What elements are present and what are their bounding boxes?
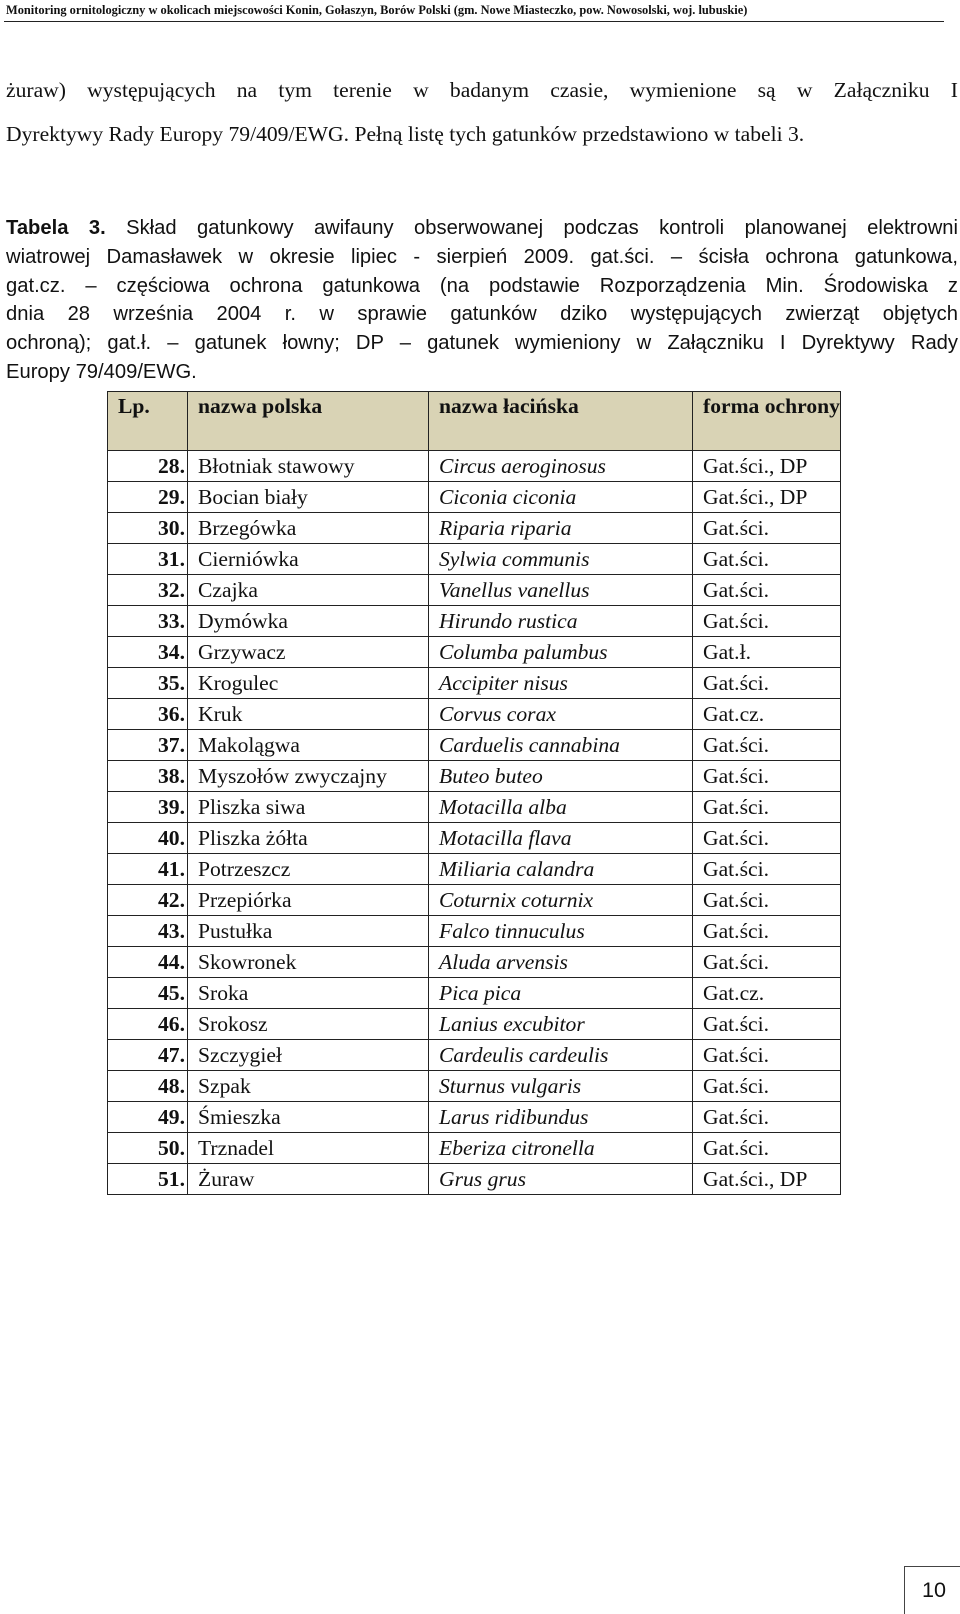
table-row bbox=[108, 637, 841, 668]
latin-name-cell: Circus aeroginosus bbox=[429, 451, 693, 482]
polish-name-cell: Brzegówka bbox=[188, 513, 429, 544]
protection-form-cell: Gat.ści. bbox=[693, 885, 841, 916]
table-row bbox=[108, 451, 841, 482]
page-number: 10 bbox=[922, 1577, 947, 1602]
latin-name-cell: Hirundo rustica bbox=[429, 606, 693, 637]
column-header-polish-name: nazwa polska bbox=[188, 392, 429, 451]
table-row bbox=[108, 978, 841, 1009]
species-table bbox=[107, 391, 841, 1195]
row-number-cell: 48. bbox=[108, 1071, 188, 1102]
table-row bbox=[108, 575, 841, 606]
protection-form-cell: Gat.ści., DP bbox=[693, 482, 841, 513]
table-row bbox=[108, 1009, 841, 1040]
column-header-latin-name: nazwa łacińska bbox=[429, 392, 693, 451]
latin-name-cell: Pica pica bbox=[429, 978, 693, 1009]
row-number-cell: 42. bbox=[108, 885, 188, 916]
intro-line-1: żuraw) występujących na tym terenie w badanym czasie, wymienione są w Załączniku I bbox=[6, 78, 958, 102]
polish-name-cell: Skowronek bbox=[188, 947, 429, 978]
row-number-cell: 29. bbox=[108, 482, 188, 513]
protection-form-cell: Gat.ści., DP bbox=[693, 1164, 841, 1195]
row-number-cell: 36. bbox=[108, 699, 188, 730]
protection-form-cell: Gat.cz. bbox=[693, 699, 841, 730]
table-row bbox=[108, 668, 841, 699]
latin-name-cell: Motacilla flava bbox=[429, 823, 693, 854]
polish-name-cell: Pliszka siwa bbox=[188, 792, 429, 823]
polish-name-cell: Potrzeszcz bbox=[188, 854, 429, 885]
intro-paragraph bbox=[6, 68, 958, 156]
table-row bbox=[108, 823, 841, 854]
row-number-cell: 50. bbox=[108, 1133, 188, 1164]
species-table-body bbox=[108, 451, 841, 1195]
caption-line-6: Europy 79/409/EWG. bbox=[6, 360, 197, 383]
row-number-cell: 43. bbox=[108, 916, 188, 947]
row-number-cell: 33. bbox=[108, 606, 188, 637]
table-row bbox=[108, 1071, 841, 1102]
row-number-cell: 45. bbox=[108, 978, 188, 1009]
polish-name-cell: Sroka bbox=[188, 978, 429, 1009]
latin-name-cell: Columba palumbus bbox=[429, 637, 693, 668]
caption-line-4: dnia 28 września 2004 r. w sprawie gatunków dziko występujących zwierząt objętych bbox=[6, 303, 958, 326]
protection-form-cell: Gat.ści. bbox=[693, 513, 841, 544]
protection-form-cell: Gat.ści. bbox=[693, 544, 841, 575]
table-row bbox=[108, 947, 841, 978]
table-row bbox=[108, 792, 841, 823]
latin-name-cell: Sturnus vulgaris bbox=[429, 1071, 693, 1102]
caption-line-3: gat.cz. – częściowa ochrona gatunkowa (na podstawie Rozporządzenia Min. Środowiska z bbox=[6, 274, 958, 297]
polish-name-cell: Myszołów zwyczajny bbox=[188, 761, 429, 792]
protection-form-cell: Gat.cz. bbox=[693, 978, 841, 1009]
running-header: Monitoring ornitologiczny w okolicach miejscowości Konin, Gołaszyn, Borów Polski (gm. Nowe Miasteczko, pow. Nowosolski, woj. lubuskie) bbox=[6, 3, 748, 17]
protection-form-cell: Gat.ści. bbox=[693, 854, 841, 885]
row-number-cell: 31. bbox=[108, 544, 188, 575]
intro-line-2: Dyrektywy Rady Europy 79/409/EWG. Pełną listę tych gatunków przedstawiono w tabeli 3. bbox=[6, 122, 805, 146]
protection-form-cell: Gat.ści. bbox=[693, 575, 841, 606]
protection-form-cell: Gat.ści. bbox=[693, 947, 841, 978]
caption-line-5: ochroną); gat.ł. – gatunek łowny; DP – gatunek wymieniony w Załączniku I Dyrektywy Rady bbox=[6, 332, 958, 355]
row-number-cell: 34. bbox=[108, 637, 188, 668]
row-number-cell: 46. bbox=[108, 1009, 188, 1040]
table-row bbox=[108, 761, 841, 792]
header-divider bbox=[4, 21, 944, 22]
polish-name-cell: Przepiórka bbox=[188, 885, 429, 916]
latin-name-cell: Coturnix coturnix bbox=[429, 885, 693, 916]
table-row bbox=[108, 513, 841, 544]
latin-name-cell: Cardeulis cardeulis bbox=[429, 1040, 693, 1071]
caption-label: Tabela 3. bbox=[6, 217, 106, 239]
latin-name-cell: Buteo buteo bbox=[429, 761, 693, 792]
protection-form-cell: Gat.ł. bbox=[693, 637, 841, 668]
polish-name-cell: Makolągwa bbox=[188, 730, 429, 761]
latin-name-cell: Eberiza citronella bbox=[429, 1133, 693, 1164]
table-row bbox=[108, 1164, 841, 1195]
protection-form-cell: Gat.ści. bbox=[693, 1133, 841, 1164]
table-row bbox=[108, 1133, 841, 1164]
latin-name-cell: Miliaria calandra bbox=[429, 854, 693, 885]
table-row bbox=[108, 885, 841, 916]
row-number-cell: 40. bbox=[108, 823, 188, 854]
latin-name-cell: Larus ridibundus bbox=[429, 1102, 693, 1133]
polish-name-cell: Pustułka bbox=[188, 916, 429, 947]
polish-name-cell: Krogulec bbox=[188, 668, 429, 699]
table-row bbox=[108, 482, 841, 513]
protection-form-cell: Gat.ści. bbox=[693, 1102, 841, 1133]
table-row bbox=[108, 1102, 841, 1133]
polish-name-cell: Dymówka bbox=[188, 606, 429, 637]
column-header-protection: forma ochrony bbox=[693, 392, 841, 451]
row-number-cell: 39. bbox=[108, 792, 188, 823]
row-number-cell: 38. bbox=[108, 761, 188, 792]
row-number-cell: 35. bbox=[108, 668, 188, 699]
row-number-cell: 32. bbox=[108, 575, 188, 606]
table-row bbox=[108, 730, 841, 761]
latin-name-cell: Riparia riparia bbox=[429, 513, 693, 544]
polish-name-cell: Cierniówka bbox=[188, 544, 429, 575]
polish-name-cell: Śmieszka bbox=[188, 1102, 429, 1133]
row-number-cell: 28. bbox=[108, 451, 188, 482]
latin-name-cell: Falco tinnuculus bbox=[429, 916, 693, 947]
protection-form-cell: Gat.ści. bbox=[693, 823, 841, 854]
table-row bbox=[108, 916, 841, 947]
protection-form-cell: Gat.ści. bbox=[693, 916, 841, 947]
latin-name-cell: Lanius excubitor bbox=[429, 1009, 693, 1040]
protection-form-cell: Gat.ści. bbox=[693, 792, 841, 823]
latin-name-cell: Ciconia ciconia bbox=[429, 482, 693, 513]
polish-name-cell: Żuraw bbox=[188, 1164, 429, 1195]
latin-name-cell: Accipiter nisus bbox=[429, 668, 693, 699]
row-number-cell: 44. bbox=[108, 947, 188, 978]
row-number-cell: 37. bbox=[108, 730, 188, 761]
polish-name-cell: Błotniak stawowy bbox=[188, 451, 429, 482]
polish-name-cell: Kruk bbox=[188, 699, 429, 730]
caption-text-1: Skład gatunkowy awifauny obserwowanej podczas kontroli planowanej elektrowni bbox=[126, 217, 959, 239]
protection-form-cell: Gat.ści. bbox=[693, 761, 841, 792]
polish-name-cell: Trznadel bbox=[188, 1133, 429, 1164]
latin-name-cell: Corvus corax bbox=[429, 699, 693, 730]
column-header-lp: Lp. bbox=[108, 392, 188, 451]
caption-line-1 bbox=[6, 214, 958, 243]
latin-name-cell: Aluda arvensis bbox=[429, 947, 693, 978]
polish-name-cell: Szczygieł bbox=[188, 1040, 429, 1071]
polish-name-cell: Pliszka żółta bbox=[188, 823, 429, 854]
protection-form-cell: Gat.ści. bbox=[693, 1040, 841, 1071]
table-caption bbox=[6, 214, 958, 387]
protection-form-cell: Gat.ści. bbox=[693, 730, 841, 761]
polish-name-cell: Czajka bbox=[188, 575, 429, 606]
latin-name-cell: Motacilla alba bbox=[429, 792, 693, 823]
polish-name-cell: Grzywacz bbox=[188, 637, 429, 668]
row-number-cell: 47. bbox=[108, 1040, 188, 1071]
table-row bbox=[108, 606, 841, 637]
table-row bbox=[108, 1040, 841, 1071]
caption-line-2: wiatrowej Damasławek w okresie lipiec - sierpień 2009. gat.ści. – ścisła ochrona gatunkowa, bbox=[6, 245, 958, 268]
latin-name-cell: Sylwia communis bbox=[429, 544, 693, 575]
polish-name-cell: Bocian biały bbox=[188, 482, 429, 513]
polish-name-cell: Srokosz bbox=[188, 1009, 429, 1040]
latin-name-cell: Carduelis cannabina bbox=[429, 730, 693, 761]
row-number-cell: 41. bbox=[108, 854, 188, 885]
table-header-row bbox=[108, 392, 841, 451]
protection-form-cell: Gat.ści., DP bbox=[693, 451, 841, 482]
protection-form-cell: Gat.ści. bbox=[693, 606, 841, 637]
latin-name-cell: Grus grus bbox=[429, 1164, 693, 1195]
table-row bbox=[108, 544, 841, 575]
protection-form-cell: Gat.ści. bbox=[693, 1071, 841, 1102]
protection-form-cell: Gat.ści. bbox=[693, 1009, 841, 1040]
table-row bbox=[108, 854, 841, 885]
polish-name-cell: Szpak bbox=[188, 1071, 429, 1102]
latin-name-cell: Vanellus vanellus bbox=[429, 575, 693, 606]
row-number-cell: 30. bbox=[108, 513, 188, 544]
table-row bbox=[108, 699, 841, 730]
row-number-cell: 51. bbox=[108, 1164, 188, 1195]
protection-form-cell: Gat.ści. bbox=[693, 668, 841, 699]
row-number-cell: 49. bbox=[108, 1102, 188, 1133]
